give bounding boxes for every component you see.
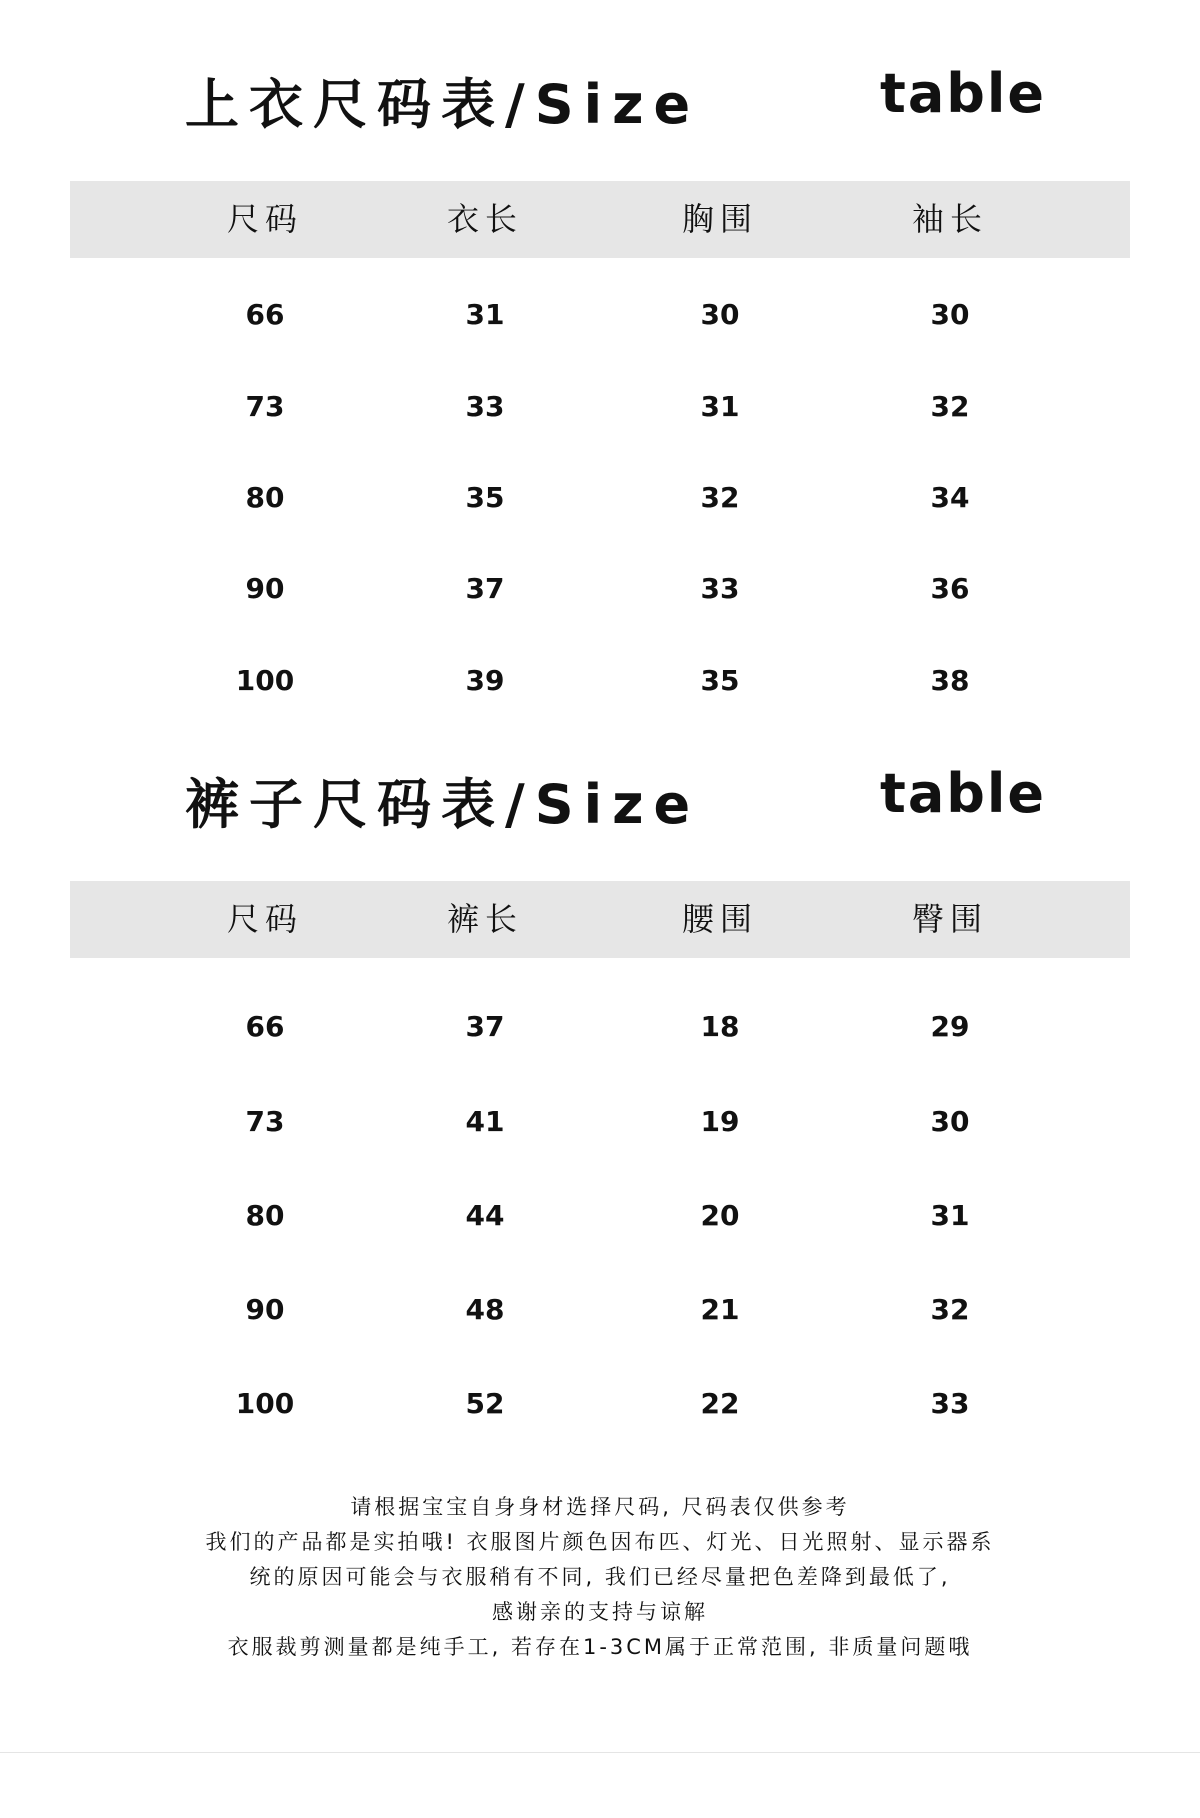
table-cell: 21: [700, 1293, 740, 1326]
table-cell: 37: [465, 572, 505, 605]
table-cell: 32: [930, 1293, 970, 1326]
pants-table-title: [0, 762, 1200, 852]
table-cell: 44: [465, 1199, 505, 1232]
table-cell: 73: [245, 390, 285, 423]
header-size: 尺码: [226, 900, 303, 938]
table-cell: 33: [700, 572, 740, 605]
header-pants-length: 裤长: [446, 900, 523, 938]
table-cell: 32: [930, 390, 970, 423]
header-hip: 臀围: [911, 900, 988, 938]
table-cell: 36: [930, 572, 970, 605]
pants-table-title-en: table: [880, 762, 1047, 825]
size-notes: [0, 1490, 1200, 1665]
note-line: 请根据宝宝自身身材选择尺码, 尺码表仅供参考: [350, 1495, 850, 1519]
top-table-title-cn: 上衣尺码表/Size: [185, 73, 701, 136]
table-cell: 100: [235, 664, 295, 697]
note-line: 感谢亲的支持与谅解: [492, 1600, 708, 1624]
header-waist: 腰围: [681, 900, 758, 938]
table-cell: 30: [700, 298, 740, 331]
table-cell: 29: [930, 1010, 970, 1043]
pants-table-header: [70, 881, 1130, 958]
top-table-title-en: table: [880, 62, 1047, 125]
table-cell: 22: [700, 1387, 740, 1420]
table-cell: 38: [930, 664, 970, 697]
note-line: 统的原因可能会与衣服稍有不同, 我们已经尽量把色差降到最低了,: [249, 1565, 951, 1589]
table-cell: 31: [930, 1199, 970, 1232]
table-cell: 39: [465, 664, 505, 697]
header-size: 尺码: [226, 200, 303, 238]
table-cell: 80: [245, 481, 285, 514]
table-cell: 31: [700, 390, 740, 423]
table-cell: 30: [930, 298, 970, 331]
table-cell: 66: [245, 1010, 285, 1043]
table-cell: 48: [465, 1293, 505, 1326]
table-cell: 32: [700, 481, 740, 514]
table-cell: 35: [700, 664, 740, 697]
table-cell: 80: [245, 1199, 285, 1232]
note-line: 我们的产品都是实拍哦! 衣服图片颜色因布匹、灯光、日光照射、显示器系: [205, 1530, 995, 1554]
table-cell: 30: [930, 1105, 970, 1138]
note-line: 衣服裁剪测量都是纯手工, 若存在1-3CM属于正常范围, 非质量问题哦: [227, 1635, 973, 1659]
header-sleeve: 袖长: [911, 200, 988, 238]
table-cell: 90: [245, 1293, 285, 1326]
table-cell: 34: [930, 481, 970, 514]
table-cell: 33: [465, 390, 505, 423]
table-cell: 31: [465, 298, 505, 331]
header-chest: 胸围: [681, 200, 758, 238]
table-cell: 41: [465, 1105, 505, 1138]
top-table-header: [70, 181, 1130, 258]
top-table-title: [0, 62, 1200, 152]
header-length: 衣长: [446, 200, 523, 238]
table-cell: 90: [245, 572, 285, 605]
bottom-divider: [0, 1752, 1200, 1753]
table-cell: 18: [700, 1010, 740, 1043]
table-cell: 19: [700, 1105, 740, 1138]
pants-table-title-cn: 裤子尺码表/Size: [185, 773, 701, 836]
table-cell: 33: [930, 1387, 970, 1420]
table-cell: 73: [245, 1105, 285, 1138]
table-cell: 100: [235, 1387, 295, 1420]
table-cell: 66: [245, 298, 285, 331]
table-cell: 35: [465, 481, 505, 514]
table-cell: 20: [700, 1199, 740, 1232]
table-cell: 37: [465, 1010, 505, 1043]
table-cell: 52: [465, 1387, 505, 1420]
